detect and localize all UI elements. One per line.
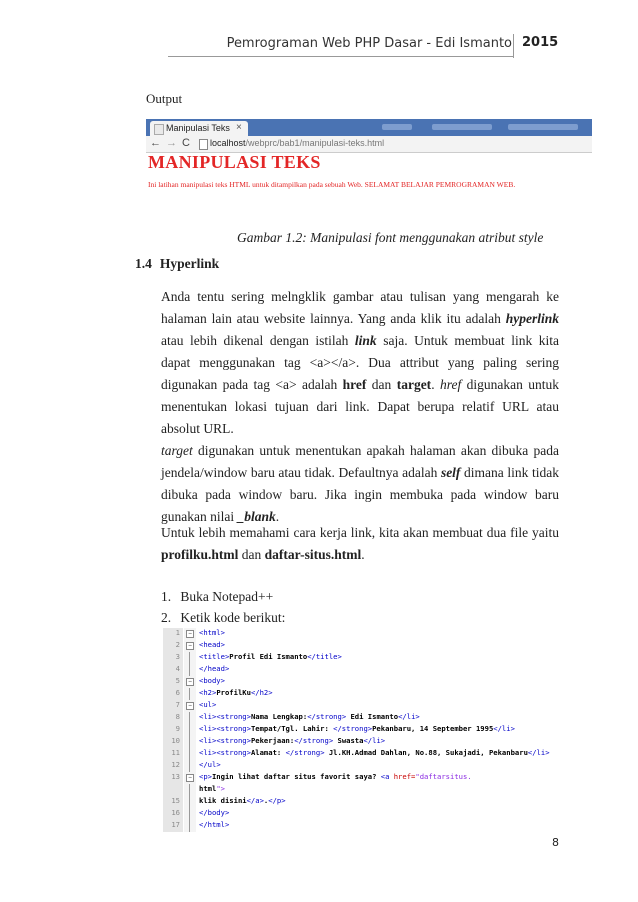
browser-page-heading: MANIPULASI TEKS	[148, 152, 321, 172]
browser-page-text: Ini latihan manipulasi teks HTML untuk ditampilkan pada sebuah Web. SELAMAT BELAJAR PEMROGRAMAN WEB.	[148, 180, 516, 189]
code-line	[163, 808, 559, 820]
fold-guide-line	[189, 724, 190, 736]
code-text: <html>	[199, 628, 225, 637]
code-line	[163, 712, 559, 724]
code-line	[163, 700, 559, 712]
code-text: <li><strong>Nama Lengkap:</strong> Edi Ismanto</li>	[199, 712, 420, 721]
text-run: digunakan untuk menentukan lokasi tujuan dari link. Dapat berupa relatif URL atau absolut URL.	[161, 377, 559, 436]
page-favicon-icon	[154, 124, 164, 135]
fold-toggle-icon[interactable]: −	[186, 678, 194, 686]
line-number: 9	[175, 724, 180, 733]
code-text: <body>	[199, 676, 225, 685]
header-title: Pemrograman Web PHP Dasar - Edi Ismanto	[226, 36, 512, 51]
line-number: 6	[175, 688, 180, 697]
step-number: 1.	[161, 589, 172, 604]
url-field[interactable]	[210, 138, 384, 148]
fold-guide-line	[189, 820, 190, 832]
term-link: link	[354, 333, 377, 348]
line-number: 10	[171, 736, 180, 745]
tab-close-icon[interactable]: ×	[236, 122, 242, 133]
page-icon	[199, 139, 208, 150]
header-year: 2015	[522, 35, 559, 50]
code-text: <ul>	[199, 700, 217, 709]
browser-screenshot	[146, 119, 592, 199]
url-path: /webprc/bab1/manipulasi-teks.html	[245, 138, 385, 148]
code-text: </ul>	[199, 760, 221, 769]
step-number: 2.	[161, 610, 172, 625]
text-run: .	[275, 509, 280, 524]
list-item	[161, 607, 285, 628]
code-text: <p>Ingin lihat daftar situs favorit saya? <a href="daftarsitus.	[199, 772, 472, 781]
code-line	[163, 736, 559, 748]
term-href: href	[342, 377, 367, 392]
term-self: self	[440, 465, 461, 480]
line-number: 8	[175, 712, 180, 721]
code-line	[163, 652, 559, 664]
step-text: Buka Notepad++	[180, 589, 274, 604]
blurred-tab-bar-text	[432, 124, 492, 130]
code-line	[163, 772, 559, 784]
term-blank: _blank	[237, 509, 276, 524]
list-item	[161, 586, 285, 607]
fold-toggle-icon[interactable]: −	[186, 702, 194, 710]
back-arrow-icon[interactable]: ←	[150, 137, 161, 149]
text-run: dan	[238, 547, 265, 562]
code-line	[163, 676, 559, 688]
url-host: localhost	[210, 138, 246, 148]
text-run: Untuk lebih memahami cara kerja link, kita akan membuat dua file yaitu	[161, 525, 559, 540]
term-target: target	[396, 377, 432, 392]
code-line	[163, 664, 559, 676]
section-title: Hyperlink	[159, 256, 220, 271]
fold-toggle-icon[interactable]: −	[186, 630, 194, 638]
code-text: <head>	[199, 640, 225, 649]
blurred-tab-bar-text	[382, 124, 412, 130]
code-line	[163, 748, 559, 760]
section-heading	[135, 256, 219, 272]
line-number: 15	[171, 796, 180, 805]
code-editor-screenshot	[163, 628, 559, 832]
text-run: Anda tentu sering melngklik gambar atau tulisan yang mengarah ke halaman lain atau website lainnya. Yang anda klik itu adalah	[161, 289, 559, 326]
code-line	[163, 724, 559, 736]
code-line	[163, 784, 559, 796]
code-text: <li><strong>Tempat/Tgl. Lahir: </strong>Pekanbaru, 14 September 1995</li>	[199, 724, 515, 733]
text-run: dimana link tidak dibuka pada window baru. Jika ingin membuka pada window baru gunakan nilai	[161, 465, 559, 524]
code-text: <title>Profil Edi Ismanto</title>	[199, 652, 342, 661]
code-text: <h2>ProfilKu</h2>	[199, 688, 273, 697]
fold-guide-line	[189, 664, 190, 676]
paragraph-hyperlink	[161, 286, 559, 528]
filename-profilku: profilku.html	[161, 547, 239, 562]
fold-guide-line	[189, 784, 190, 796]
text-run: digunakan untuk menentukan apakah halaman akan dibuka pada jendela/window baru atau tidak. Defaultnya adalah	[161, 443, 559, 480]
fold-guide-line	[189, 796, 190, 808]
figure-caption: Gambar 1.2: Manipulasi font menggunakan atribut style	[237, 230, 544, 245]
step-text: Ketik kode berikut:	[180, 610, 286, 625]
text-run: atau lebih dikenal dengan istilah	[161, 333, 355, 348]
fold-guide-line	[189, 712, 190, 724]
fold-toggle-icon[interactable]: −	[186, 642, 194, 650]
text-run: saja. Untuk membuat link kita dapat menggunakan tag <a></a>. Dua attribut yang paling sering digunakan pada tag <a> adalah	[161, 333, 559, 392]
fold-guide-line	[189, 760, 190, 772]
fold-guide-line	[189, 688, 190, 700]
header-rule	[168, 56, 513, 57]
code-line	[163, 796, 559, 808]
fold-guide-line	[189, 736, 190, 748]
text-run: dan	[366, 377, 397, 392]
line-number: 3	[175, 652, 180, 661]
line-number: 16	[171, 808, 180, 817]
code-line	[163, 640, 559, 652]
paragraph-files	[161, 522, 559, 566]
line-number: 11	[171, 748, 180, 757]
reload-icon[interactable]: C	[182, 137, 190, 149]
fold-guide-line	[189, 652, 190, 664]
code-text: klik disini</a>.</p>	[199, 796, 286, 805]
forward-arrow-icon[interactable]: →	[166, 137, 177, 149]
line-number: 1	[175, 628, 180, 637]
code-text: </body>	[199, 808, 230, 817]
output-label: Output	[146, 91, 183, 106]
tab-title: Manipulasi Teks	[166, 123, 230, 133]
blurred-tab-bar-text	[508, 124, 578, 130]
text-run: .	[431, 377, 440, 392]
code-line	[163, 760, 559, 772]
browser-tab[interactable]	[150, 121, 248, 136]
code-text: </head>	[199, 664, 230, 673]
fold-guide-line	[189, 808, 190, 820]
line-number: 2	[175, 640, 180, 649]
code-line	[163, 628, 559, 640]
fold-guide-line	[189, 748, 190, 760]
browser-tab-bar	[146, 119, 592, 136]
code-text: </html>	[199, 820, 230, 829]
code-text: html">	[199, 784, 225, 793]
page-header	[0, 34, 638, 56]
text-run: .	[361, 547, 365, 562]
code-line	[163, 688, 559, 700]
steps-list	[161, 586, 285, 628]
term-href-italic: href	[439, 377, 462, 392]
code-line	[163, 820, 559, 832]
code-text: <li><strong>Pekerjaan:</strong> Swasta</li>	[199, 736, 386, 745]
line-number: 13	[171, 772, 180, 781]
line-number: 12	[171, 760, 180, 769]
line-number: 5	[175, 676, 180, 685]
line-number: 7	[175, 700, 180, 709]
fold-toggle-icon[interactable]: −	[186, 774, 194, 782]
term-hyperlink: hyperlink	[505, 311, 559, 326]
section-number: 1.4	[135, 256, 152, 271]
term-target-italic: target	[161, 443, 193, 458]
page-number: 8	[552, 836, 559, 849]
filename-daftar-situs: daftar-situs.html	[264, 547, 362, 562]
line-number: 4	[175, 664, 180, 673]
browser-address-bar	[146, 136, 592, 153]
code-text: <li><strong>Alamat: </strong> Jl.KH.Admad Dahlan, No.88, Sukajadi, Pekanbaru</li>	[199, 748, 550, 757]
header-divider	[513, 34, 514, 58]
line-number: 17	[171, 820, 180, 829]
